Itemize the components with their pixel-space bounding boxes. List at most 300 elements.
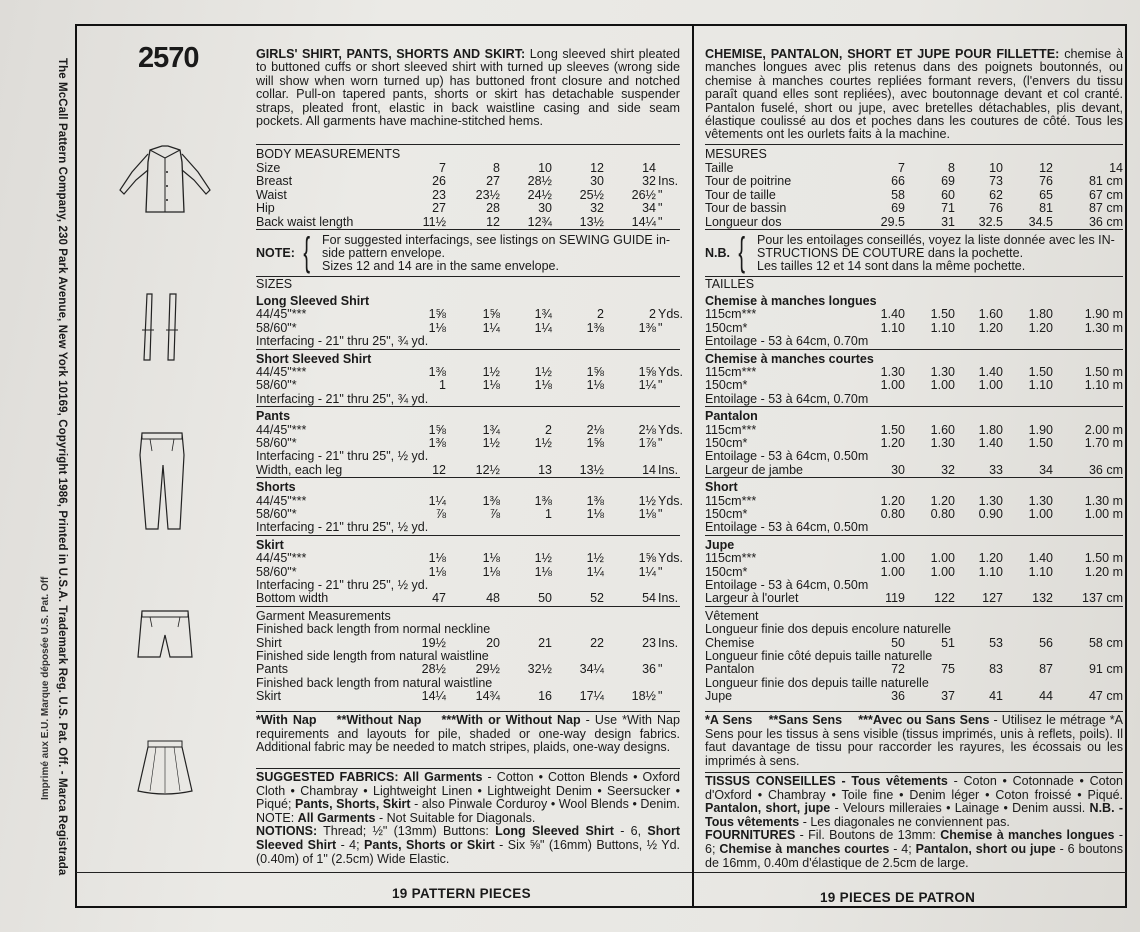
en-garment-name: Short Sleeved Shirt bbox=[256, 351, 372, 366]
fr-notions-text-2: - 6; bbox=[705, 828, 1124, 856]
en-yardage-row-value: 1⅛ bbox=[482, 378, 500, 393]
en-body-row-value: 28½ bbox=[527, 174, 552, 189]
en-garment-name: Pants bbox=[256, 409, 291, 424]
fr-yardage-row-value: 1.10 bbox=[930, 320, 955, 335]
en-garment-name: Skirt bbox=[256, 537, 284, 552]
en-body-row-label: Waist bbox=[256, 187, 287, 202]
en-yardage-row-label: 58/60"* bbox=[256, 436, 297, 450]
en-garment-meas-row-value: 20 bbox=[486, 635, 500, 650]
en-garment-meas-row-value: 16 bbox=[538, 689, 552, 704]
fr-width-row-value: 33 bbox=[989, 462, 1003, 477]
en-sizes-row bbox=[256, 277, 680, 291]
fr-yardage-row-value: 0.90 bbox=[978, 507, 1003, 521]
en-yardage-row bbox=[256, 507, 680, 521]
fr-yardage-row-value: 1.10 bbox=[978, 564, 1003, 579]
en-yardage-row-value: 1⅝ bbox=[428, 307, 446, 322]
fr-fabrics-text-1: - Coton • Cotonnade • Coton d'Oxford • Chambray • Toile fine • Denim léger • Coton froissé • Piqué. bbox=[705, 774, 1123, 802]
en-width-row-value: 54 bbox=[642, 591, 656, 606]
en-body-row-unit: " bbox=[658, 201, 663, 216]
en-garment-meas-row-value: 23 bbox=[642, 635, 656, 650]
fr-garment-meas-sub: Longueur finie dos depuis taille naturelle bbox=[705, 675, 929, 690]
en-width-row-value: 52 bbox=[590, 591, 604, 606]
column-divider bbox=[692, 24, 694, 908]
fr-garment-meas-row-value: 72 bbox=[891, 662, 905, 677]
en-yardage-row-label: 44/45"*** bbox=[256, 365, 307, 379]
en-fabrics-label: SUGGESTED FABRICS: All Garments bbox=[256, 770, 483, 784]
fr-yardage-row-value: 1.30 bbox=[930, 365, 955, 379]
fr-yardage-row-value: 1.20 m bbox=[1084, 564, 1123, 579]
en-body-row-value: 25½ bbox=[579, 187, 604, 202]
fr-sizes-row bbox=[705, 277, 1123, 291]
en-yardage-row bbox=[256, 436, 680, 450]
en-yardage-row-value: 1¼ bbox=[638, 564, 656, 579]
en-yardage-row-value: 1⅛ bbox=[534, 564, 552, 579]
pattern-number: 2570 bbox=[138, 42, 199, 74]
en-body-row-value: 12 bbox=[486, 214, 500, 229]
fr-yardage-row-value: 1.10 bbox=[1028, 564, 1053, 579]
en-yardage-row-label: 58/60"* bbox=[256, 564, 297, 579]
en-body-row-value: 26 bbox=[432, 174, 446, 189]
en-body-row-value: 13½ bbox=[579, 214, 604, 229]
en-garment-meas-header: Garment Measurements bbox=[256, 608, 391, 623]
fr-yardage-row-value: 1.70 m bbox=[1084, 436, 1123, 450]
fr-body-row-label: Taille bbox=[705, 161, 734, 175]
fr-garment-rule bbox=[705, 406, 1123, 407]
en-body-row-label: Breast bbox=[256, 174, 293, 189]
fr-title: CHEMISE, PANTALON, SHORT ET JUPE POUR FILLETTE: bbox=[705, 47, 1060, 61]
fr-body-row-value: 87 cm bbox=[1088, 201, 1123, 216]
fr-body-row-label: Longueur dos bbox=[705, 214, 782, 229]
en-yardage-row-value: 1⅛ bbox=[482, 564, 500, 579]
fr-yardage-row-value: 1.60 bbox=[978, 307, 1003, 322]
en-notions-text-4: - Six ⅝" (16mm) Buttons, ½ Yd. (0.40m) of 1" (2.5cm) Wide Elastic. bbox=[256, 837, 681, 866]
fr-yardage-row-value: 2.00 m bbox=[1084, 422, 1123, 437]
en-rule-2 bbox=[256, 229, 680, 230]
fr-note-brace: { bbox=[738, 230, 746, 274]
en-yardage-row-value: 1⅛ bbox=[428, 564, 446, 579]
en-fabrics-text-1: - Cotton • Cotton Blends • Oxford Cloth • Chambray • Lightweight Linen • Lightweight Denim • Seersucker • Piqué; bbox=[256, 770, 681, 812]
fr-garment-name: Chemise à manches courtes bbox=[705, 351, 874, 366]
fr-body-row-value: 31 bbox=[941, 214, 955, 229]
fr-garment-meas-row-value: 87 bbox=[1039, 662, 1053, 677]
en-body-header-text: BODY MEASUREMENTS bbox=[256, 147, 401, 161]
en-yardage-row-value: 1⅜ bbox=[534, 493, 552, 508]
fr-garment-meas-row-value: 37 bbox=[941, 689, 955, 704]
fr-nap-either: ***Avec ou Sans Sens bbox=[858, 713, 990, 727]
fr-yardage-row-value: 1.60 bbox=[930, 422, 955, 437]
en-notions-text-1: Thread; ½" (13mm) Buttons: bbox=[317, 824, 496, 839]
en-body-row-value: 27 bbox=[432, 201, 446, 216]
en-yardage-row-value: 1⅛ bbox=[428, 551, 446, 566]
fr-yardage-row-value: 1.40 bbox=[978, 365, 1003, 379]
fr-garment-meas-row-value: 44 bbox=[1039, 689, 1053, 704]
en-width-row-unit: Ins. bbox=[658, 591, 679, 606]
fr-yardage-row bbox=[705, 565, 1123, 579]
en-yardage-row-label: 58/60"* bbox=[256, 507, 297, 521]
en-interfacing: Interfacing - 21" thru 25", ½ yd. bbox=[256, 520, 429, 535]
fr-garment-meas-row-value: 75 bbox=[941, 662, 955, 677]
en-yardage-row-value: 1⅝ bbox=[586, 436, 604, 450]
en-garment-name: Long Sleeved Shirt bbox=[256, 294, 370, 308]
fr-yardage-row bbox=[705, 378, 1123, 392]
fr-yardage-row bbox=[705, 551, 1123, 565]
en-garment-meas-row-label: Shirt bbox=[256, 635, 282, 650]
en-yardage-row-unit: Yds. bbox=[658, 551, 684, 566]
fr-yardage-row-value: 1.00 bbox=[930, 551, 955, 566]
en-note-line-1: For suggested interfacings, see listings on SEWING GUIDE in- bbox=[322, 233, 671, 247]
en-interfacing: Interfacing - 21" thru 25", ½ yd. bbox=[256, 449, 429, 464]
fr-yardage-row-value: 1.50 m bbox=[1084, 365, 1123, 379]
fr-width-row-value: 30 bbox=[891, 462, 905, 477]
en-garment-meas-row-value: 36 bbox=[642, 662, 656, 677]
fr-note-label: N.B. bbox=[705, 246, 730, 260]
en-yardage-row bbox=[256, 321, 680, 335]
fr-body-row-value: 60 bbox=[941, 187, 955, 202]
en-garment-meas-sub: Finished back length from natural waistline bbox=[256, 675, 493, 690]
en-garment-meas-row bbox=[256, 689, 680, 703]
fr-body-row-value: 14 bbox=[1109, 161, 1123, 175]
fr-width-row-value: 122 bbox=[934, 591, 955, 606]
en-garment-rule bbox=[256, 349, 680, 350]
en-garment-meas-row-value: 14¼ bbox=[421, 689, 446, 704]
en-yardage-row-unit: Yds. bbox=[658, 365, 684, 379]
en-rule-nap bbox=[256, 711, 680, 712]
en-width-row-value: 12 bbox=[432, 462, 446, 477]
fr-garment-meas-row-label: Pantalon bbox=[705, 662, 755, 677]
fr-fabrics-label: TISSUS CONSEILLES - Tous vêtements bbox=[705, 774, 948, 788]
en-yardage-row-label: 44/45"*** bbox=[256, 422, 307, 437]
en-garment-meas-row-value: 14¾ bbox=[475, 689, 500, 704]
en-yardage-row-label: 44/45"*** bbox=[256, 551, 307, 566]
fr-yardage-row-value: 1.20 bbox=[978, 320, 1003, 335]
en-yardage-row-value: 1¼ bbox=[428, 493, 446, 508]
en-yardage-row-value: 1⅛ bbox=[638, 507, 656, 521]
en-yardage-row-value: 1⅝ bbox=[428, 422, 446, 437]
fr-yardage-row-value: 1.10 m bbox=[1084, 378, 1123, 393]
shirt-sketch bbox=[110, 142, 220, 217]
fr-notions-text-1: - Fil. Boutons de 13mm: bbox=[795, 828, 941, 843]
fr-nap-with: *A Sens bbox=[705, 713, 753, 727]
fr-width-row-value: 34 bbox=[1039, 462, 1053, 477]
en-body-row-value: 34 bbox=[642, 201, 656, 216]
en-nap-with: *With Nap bbox=[256, 713, 317, 727]
en-yardage-row-value: 1¾ bbox=[534, 307, 552, 322]
fr-yardage-row-value: 1.90 bbox=[1028, 422, 1053, 437]
en-garment-meas-row-value: 21 bbox=[538, 635, 552, 650]
en-body-row-value: 10 bbox=[538, 161, 552, 175]
fr-garment-meas-row-value: 50 bbox=[891, 635, 905, 650]
fr-garment-rule bbox=[705, 349, 1123, 350]
skirt-sketch bbox=[130, 735, 200, 805]
fr-yardage-row-value: 1.00 bbox=[930, 564, 955, 579]
fr-yardage-row-value: 1.00 bbox=[880, 378, 905, 393]
en-width-row-label: Width, each leg bbox=[256, 462, 343, 477]
fr-body-row-value: 8 bbox=[948, 161, 955, 175]
fr-nap-text: - Utilisez le métrage *A Sens pour les tissus à sens visible (tissus imprimés, unis à reflets, poils). Il faut davantage de tissu pour raccorder les rayures, les écossais ou les imprimés à sens. bbox=[705, 713, 1123, 768]
fr-fabrics-bold-2: Pantalon, short, jupe bbox=[705, 801, 831, 816]
fr-garment-rule bbox=[705, 606, 1123, 607]
en-yardage-row-value: 1¾ bbox=[482, 422, 500, 437]
publisher-side-text: The McCall Pattern Company, 230 Park Avenue, New York 10169, Copyright 1986, Printed in U.S.A. Trademark Reg. U.S. Pat. Off. - Marca Registrada bbox=[56, 58, 68, 876]
fr-fabrics bbox=[705, 775, 1123, 870]
en-yardage-row bbox=[256, 565, 680, 579]
fr-yardage-row bbox=[705, 507, 1123, 521]
en-yardage-row-value: 1⅝ bbox=[638, 551, 656, 566]
en-garment-rule bbox=[256, 535, 680, 536]
en-garment-meas-row-value: 18½ bbox=[631, 689, 656, 704]
fr-note-line-1: Pour les entoilages conseillés, voyez la liste donnée avec les IN- bbox=[757, 233, 1115, 247]
fr-width-row-value: 36 cm bbox=[1088, 462, 1123, 477]
en-body-row-value: 26½ bbox=[631, 187, 656, 202]
fr-yardage-row-value: 1.00 bbox=[880, 564, 905, 579]
fr-rule-2 bbox=[705, 229, 1123, 230]
fr-body-row-value: 58 bbox=[891, 187, 905, 202]
fr-yardage-row bbox=[705, 436, 1123, 450]
en-garment-meas-row-value: 19½ bbox=[421, 635, 446, 650]
en-yardage-row-value: 1⅛ bbox=[586, 378, 604, 393]
fr-body-row-value: 73 bbox=[989, 174, 1003, 189]
fr-width-row-label: Largeur de jambe bbox=[705, 462, 803, 477]
en-fabrics-text-3: - Not Suitable for Diagonals. bbox=[375, 810, 536, 825]
fr-yardage-row-label: 150cm* bbox=[705, 378, 748, 393]
fr-nap-without: **Sans Sens bbox=[768, 713, 843, 727]
en-garment-meas-row bbox=[256, 662, 680, 676]
en-yardage-row-value: 1¼ bbox=[638, 378, 656, 393]
en-body-row-value: 23½ bbox=[475, 187, 500, 202]
en-width-row-unit: Ins. bbox=[658, 462, 679, 477]
fr-notions-text-4: - 6 boutons de 16mm, 0.40m d'élastique de 2.5cm de large. bbox=[705, 841, 1123, 870]
en-yardage-row-value: 1 bbox=[545, 507, 552, 521]
fr-width-row-value: 132 bbox=[1032, 591, 1053, 606]
fr-yardage-row-value: 1.00 bbox=[930, 378, 955, 393]
en-garment-name: Shorts bbox=[256, 480, 296, 495]
fr-yardage-row-label: 115cm*** bbox=[705, 307, 757, 322]
en-yardage-row-value: 1½ bbox=[638, 493, 656, 508]
en-body-row-unit: " bbox=[658, 214, 663, 229]
fr-width-row bbox=[705, 591, 1123, 605]
fr-yardage-row-value: 1.30 bbox=[880, 365, 905, 379]
fr-yardage-row-label: 115cm*** bbox=[705, 365, 757, 379]
en-yardage-row-unit: " bbox=[658, 378, 663, 393]
en-body-row-value: 12 bbox=[590, 161, 604, 175]
fr-yardage-row-value: 1.30 m bbox=[1084, 320, 1123, 335]
fr-yardage-row-label: 115cm*** bbox=[705, 493, 757, 508]
en-yardage-row-value: 2⅛ bbox=[586, 422, 604, 437]
en-body-row bbox=[256, 174, 680, 188]
fr-rule-footer bbox=[694, 872, 1126, 873]
fr-yardage-row-value: 1.30 bbox=[1028, 493, 1053, 508]
en-yardage-row-value: 1½ bbox=[534, 365, 552, 379]
en-fabrics-bold-2: Pants, Shorts, Skirt bbox=[295, 797, 411, 812]
fr-description-text: chemise à manches longues avec plis retenus dans des poignets boutonnés, ou chemise à manches courtes repliées formant revers, (l'envers du tissu paraît quand elles sont repliées), avec boutonnage devant et col cranté. Pantalon fuselé, short ou jupe, avec bretelles détachables, plis devant, élastique coulissé au dos et poches dans les coutures de côté. Tous les vêtements ont les ourlets faits à la machine. bbox=[705, 47, 1123, 142]
fr-width-row-value: 119 bbox=[885, 591, 905, 606]
en-yardage-row bbox=[256, 307, 684, 322]
fr-yardage-row-value: 1.00 bbox=[978, 378, 1003, 393]
en-yardage-row bbox=[256, 493, 684, 508]
en-rule-fabrics bbox=[256, 768, 680, 769]
fr-notions-bold-2: Chemise à manches courtes bbox=[719, 841, 890, 856]
fr-body-row-value: 62 bbox=[989, 187, 1003, 202]
fr-yardage-row bbox=[705, 365, 1123, 379]
fr-yardage-row-value: 1.50 bbox=[930, 307, 955, 322]
en-body-row-value: 14¼ bbox=[631, 214, 656, 229]
en-yardage-row-unit: " bbox=[658, 564, 663, 579]
fr-yardage-row-value: 1.10 bbox=[1028, 378, 1053, 393]
en-garment-meas-sub: Finished back length from normal neckline bbox=[256, 622, 491, 637]
fr-garment-meas-row bbox=[705, 636, 1123, 650]
fr-yardage-row-value: 1.50 bbox=[1028, 365, 1053, 379]
en-nap-either: ***With or Without Nap bbox=[441, 713, 581, 727]
en-body-row-value: 27 bbox=[486, 174, 500, 189]
fr-body-row-value: 67 cm bbox=[1088, 187, 1123, 202]
en-garment-rule bbox=[256, 606, 680, 607]
en-garment-meas-row-label: Skirt bbox=[256, 689, 281, 704]
fr-garment-meas-sub: Longueur finie dos depuis encolure naturelle bbox=[705, 622, 952, 637]
fr-interfacing: Entoilage - 53 à 64cm, 0.50m bbox=[705, 578, 869, 592]
en-body-header bbox=[256, 147, 680, 161]
fr-notions-label: FOURNITURES bbox=[705, 828, 796, 843]
en-body-row-label: Hip bbox=[256, 201, 275, 216]
en-nap-text: - Use *With Nap requirements and layouts for pile, shaded or one-way design fabrics. Additional fabric may be needed to match stripes, plaids, one-way designs. bbox=[256, 713, 680, 755]
pants-sketch bbox=[132, 425, 192, 535]
en-yardage-row-value: 1½ bbox=[482, 436, 500, 450]
en-yardage-row-value: 2 bbox=[649, 307, 656, 322]
en-yardage-row-value: 1⅜ bbox=[586, 493, 604, 508]
en-garment-meas-sub: Finished side length from natural waistline bbox=[256, 649, 489, 663]
en-garment-meas-row-unit: " bbox=[658, 662, 663, 677]
en-yardage-row-unit: " bbox=[658, 320, 663, 335]
en-garment-meas-row-value: 29½ bbox=[475, 662, 500, 677]
en-width-row-value: 14 bbox=[642, 462, 656, 477]
fr-yardage-row bbox=[705, 307, 1123, 321]
en-yardage-row-value: 1⅛ bbox=[586, 507, 604, 521]
fr-yardage-row-value: 1.50 bbox=[1028, 436, 1053, 450]
en-garment-rule bbox=[256, 477, 680, 478]
en-body-row-value: 24½ bbox=[527, 187, 552, 202]
en-yardage-row-value: 1⅜ bbox=[586, 320, 604, 335]
en-notions-bold-1: Long Sleeved Shirt bbox=[495, 824, 614, 839]
en-yardage-row-value: 1⅝ bbox=[482, 307, 500, 322]
fr-yardage-row-value: 0.80 bbox=[930, 507, 955, 521]
fr-yardage-row-label: 150cm* bbox=[705, 507, 748, 521]
en-body-row-value: 7 bbox=[439, 161, 446, 175]
fr-body-row bbox=[705, 201, 1123, 215]
fr-yardage-row-label: 150cm* bbox=[705, 564, 748, 579]
fr-width-row-value: 32 bbox=[941, 462, 955, 477]
en-nap-note bbox=[256, 714, 680, 755]
fr-garment-meas-row-value: 56 bbox=[1039, 635, 1053, 650]
en-body-row-value: 14 bbox=[642, 161, 656, 175]
fr-interfacing: Entoilage - 53 à 64cm, 0.50m bbox=[705, 520, 869, 535]
fr-body-row-value: 76 bbox=[1039, 174, 1053, 189]
en-garment-meas-row-value: 17¼ bbox=[579, 689, 604, 704]
fr-yardage-row-value: 0.80 bbox=[880, 507, 905, 521]
en-yardage-row-unit: Yds. bbox=[658, 422, 684, 437]
fr-body-row-value: 36 cm bbox=[1088, 214, 1123, 229]
fr-body-row-label: Tour de poitrine bbox=[705, 174, 792, 189]
fr-notions-bold-3: Pantalon, short ou jupe bbox=[915, 841, 1056, 856]
en-width-row bbox=[256, 463, 680, 477]
fr-yardage-row-value: 1.30 bbox=[978, 493, 1003, 508]
en-width-row-label: Bottom width bbox=[256, 591, 329, 606]
en-width-row-value: 13½ bbox=[579, 462, 604, 477]
fr-yardage-row-value: 1.50 m bbox=[1084, 551, 1123, 566]
fr-rule-nap bbox=[705, 711, 1123, 712]
fr-yardage-row-value: 1.30 bbox=[930, 436, 955, 450]
fr-yardage-row-value: 1.20 bbox=[978, 551, 1003, 566]
en-body-row-value: 23 bbox=[432, 187, 446, 202]
fr-yardage-row bbox=[705, 321, 1123, 335]
fr-nap-note bbox=[705, 714, 1123, 768]
en-width-row-value: 12½ bbox=[475, 462, 500, 477]
fr-yardage-row-value: 1.30 m bbox=[1084, 493, 1123, 508]
en-garment-meas-row-value: 34¼ bbox=[579, 662, 604, 677]
en-note-label: NOTE: bbox=[256, 246, 295, 260]
en-garment-rule bbox=[256, 406, 680, 407]
en-nap-without: **Without Nap bbox=[336, 713, 422, 727]
en-footer: 19 PATTERN PIECES bbox=[392, 886, 531, 901]
fr-yardage-row-label: 150cm* bbox=[705, 436, 748, 450]
en-body-row bbox=[256, 215, 680, 229]
en-body-row-value: 32 bbox=[590, 201, 604, 216]
fr-yardage-row-value: 1.10 bbox=[880, 320, 905, 335]
fr-yardage-row-label: 150cm* bbox=[705, 320, 748, 335]
fr-description bbox=[705, 48, 1123, 142]
en-yardage-row-value: 1⅜ bbox=[638, 320, 656, 335]
fr-body-row-value: 7 bbox=[898, 161, 905, 175]
en-yardage-row-unit: Yds. bbox=[658, 493, 684, 508]
en-yardage-row-value: 1⅜ bbox=[428, 436, 446, 450]
en-body-row bbox=[256, 188, 680, 202]
en-yardage-row-value: 1⅛ bbox=[482, 551, 500, 566]
en-body-row-label: Size bbox=[256, 161, 281, 175]
en-yardage-row-value: 1½ bbox=[534, 551, 552, 566]
fr-garment-meas-row-label: Chemise bbox=[705, 635, 755, 650]
fr-body-row-value: 81 cm bbox=[1088, 174, 1123, 189]
en-yardage-row-value: 1¼ bbox=[482, 320, 500, 335]
suspenders-sketch bbox=[132, 290, 192, 370]
en-fabrics-bold-3: All Garments bbox=[297, 810, 376, 825]
en-width-row-value: 47 bbox=[432, 591, 446, 606]
en-yardage-row-value: 1⅜ bbox=[482, 493, 500, 508]
fr-garment-meas-row-label: Jupe bbox=[705, 689, 733, 704]
fr-body-row-value: 81 bbox=[1039, 201, 1053, 216]
fr-yardage-row-value: 1.40 bbox=[1028, 551, 1053, 566]
fr-body-row-value: 65 bbox=[1039, 187, 1053, 202]
en-body-row-unit: " bbox=[658, 187, 663, 202]
en-yardage-row-value: 1⅛ bbox=[428, 320, 446, 335]
en-body-row-value: 28 bbox=[486, 201, 500, 216]
fr-body-row-value: 34.5 bbox=[1028, 214, 1053, 229]
en-body-row-value: 32 bbox=[642, 174, 656, 189]
fr-notions-text-3: - 4; bbox=[889, 841, 916, 856]
fr-interfacing: Entoilage - 53 à 64cm, 0.70m bbox=[705, 334, 869, 349]
en-fabrics bbox=[256, 771, 680, 866]
fr-yardage-row bbox=[705, 494, 1123, 508]
fr-garment-meas-row-value: 36 bbox=[891, 689, 905, 704]
en-yardage-row-value: 2 bbox=[545, 422, 552, 437]
en-yardage-row-label: 44/45"*** bbox=[256, 493, 307, 508]
fr-rule-1 bbox=[705, 144, 1123, 145]
fr-body-row bbox=[705, 215, 1123, 229]
fr-garment-name: Short bbox=[705, 480, 738, 495]
fr-body-row-label: Tour de bassin bbox=[705, 201, 787, 216]
fr-garment-name: Chemise à manches longues bbox=[705, 294, 877, 308]
publisher-side-text-fr: Imprimé aux E.U. Marque déposée U.S. Pat. Off bbox=[40, 576, 51, 800]
en-body-row bbox=[256, 201, 680, 215]
fr-width-row-value: 137 cm bbox=[1082, 591, 1123, 606]
fr-width-row-value: 127 bbox=[982, 591, 1003, 606]
